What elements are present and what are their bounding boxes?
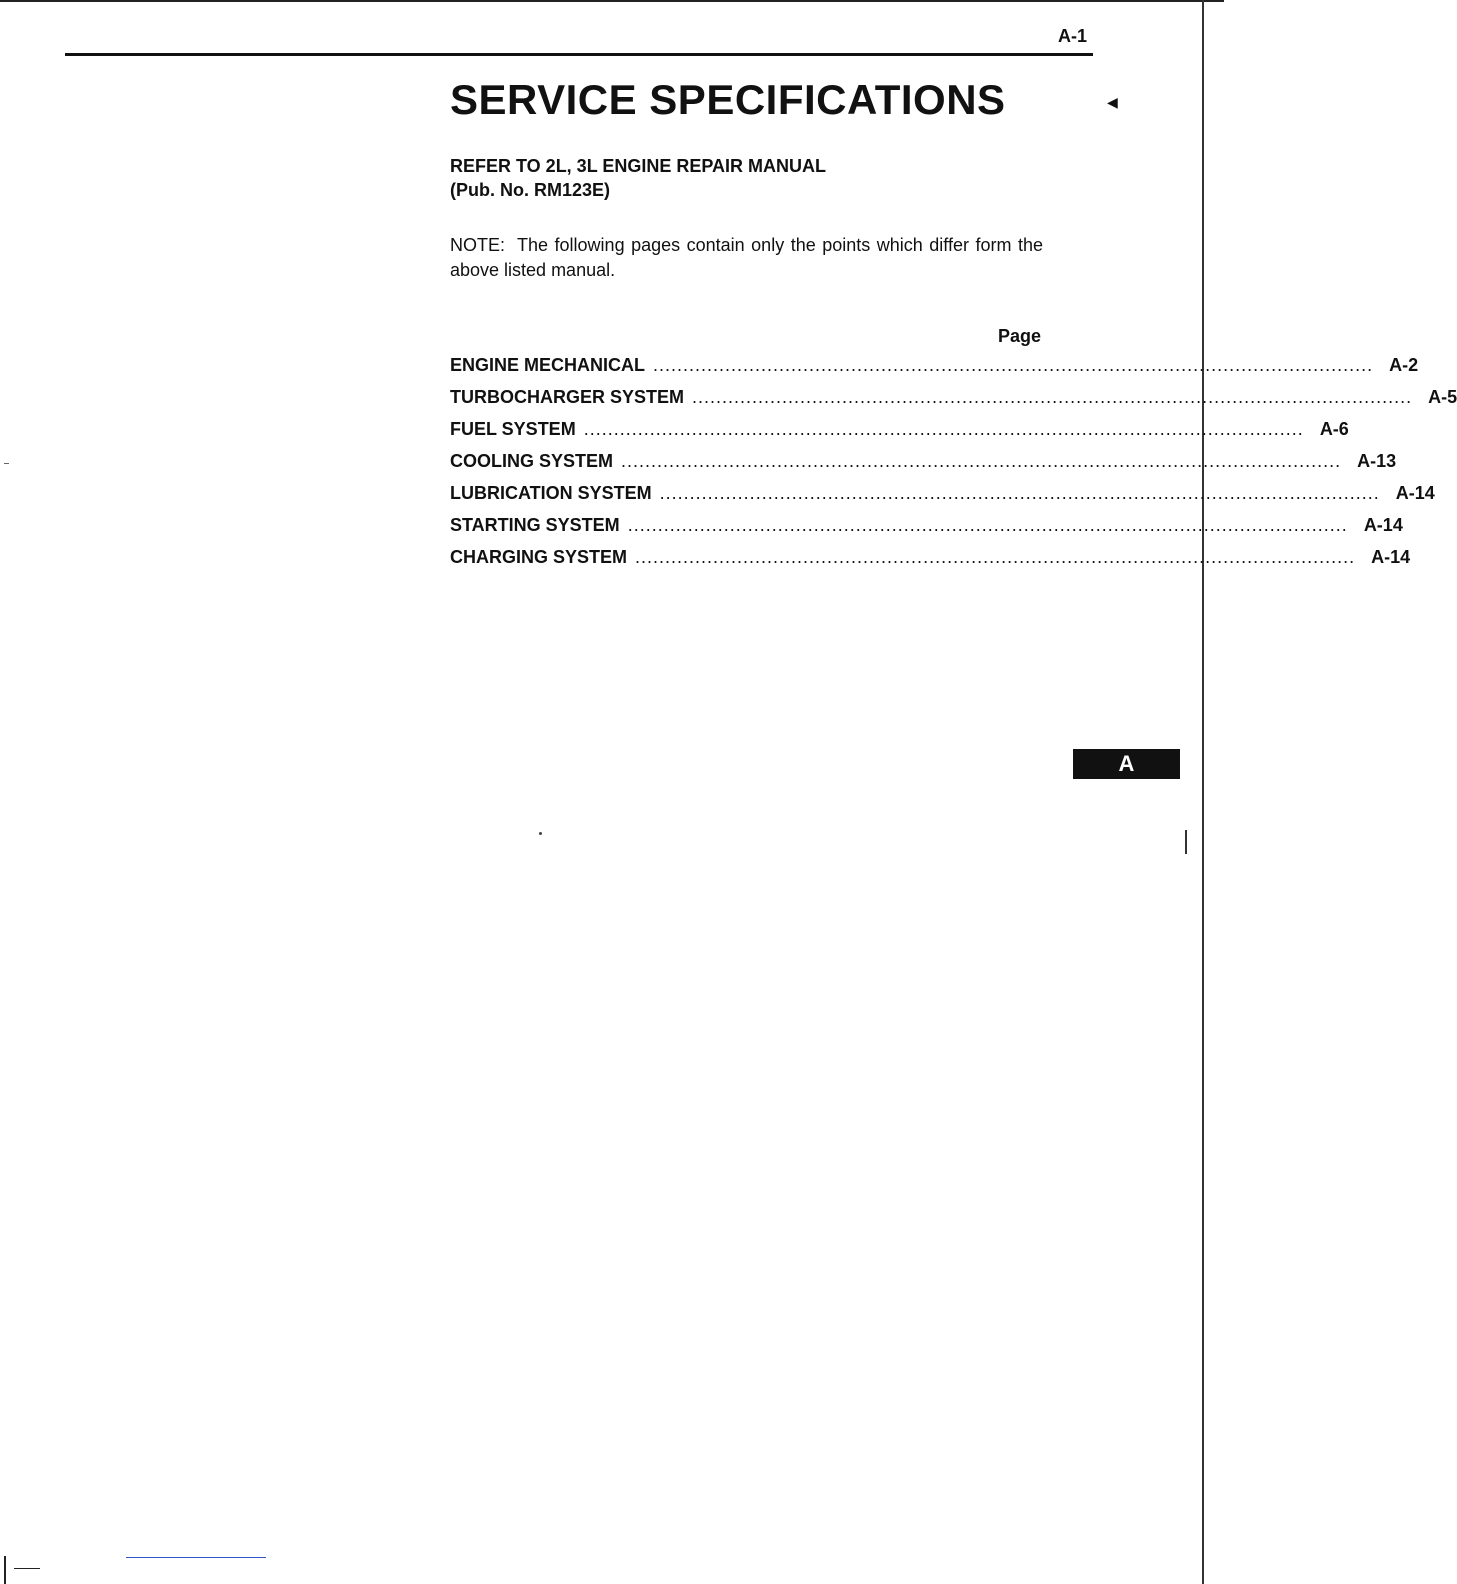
toc-entry-turbocharger-system[interactable]: [450, 387, 1457, 419]
toc-entry-charging-system[interactable]: [450, 547, 1411, 579]
table-of-contents: [450, 355, 1457, 579]
header-rule: [65, 53, 1093, 56]
toc-leader-dots: ........................................................................................................................: [653, 355, 1374, 375]
toc-entry-fuel-system[interactable]: [450, 419, 1349, 451]
page-border-top: [0, 0, 1224, 2]
toc-entry-title: TURBOCHARGER SYSTEM: [450, 387, 685, 407]
page-border-right: [1202, 0, 1204, 1584]
page-column-heading: Page: [998, 326, 1042, 346]
toc-leader-dots: ........................................................................................................................: [692, 387, 1413, 407]
section-tab: A: [1073, 749, 1180, 779]
toc-entry-cooling-system[interactable]: [450, 451, 1397, 483]
scan-edge-dash: [14, 1568, 40, 1569]
toc-entry-page: A-6: [1319, 419, 1349, 439]
toc-entry-title: ENGINE MECHANICAL: [450, 355, 646, 375]
page-number: A-1: [1058, 26, 1088, 46]
scan-edge-line: [126, 1557, 266, 1558]
toc-entry-page: A-13: [1357, 451, 1397, 471]
note-text: The following pages contain only the points which differ form the above listed manual.: [450, 235, 1043, 280]
reference-line: REFER TO 2L, 3L ENGINE REPAIR MANUAL: [450, 156, 827, 176]
toc-entry-engine-mechanical[interactable]: [450, 355, 1419, 387]
toc-leader-dots: ........................................................................................................................: [583, 419, 1304, 439]
scan-edge-mark: [4, 1556, 6, 1584]
toc-entry-starting-system[interactable]: [450, 515, 1403, 547]
page-title: SERVICE SPECIFICATIONS: [450, 76, 1006, 123]
toc-leader-dots: ........................................................................................................................: [659, 483, 1380, 503]
toc-entry-page: A-5: [1428, 387, 1457, 407]
toc-entry-title: STARTING SYSTEM: [450, 515, 620, 535]
toc-entry-page: A-14: [1363, 515, 1403, 535]
toc-leader-dots: ........................................................................................................................: [635, 547, 1356, 567]
toc-entry-lubrication-system[interactable]: [450, 483, 1435, 515]
toc-entry-title: LUBRICATION SYSTEM: [450, 483, 652, 503]
toc-entry-title: CHARGING SYSTEM: [450, 547, 628, 567]
note-paragraph: [450, 233, 1043, 283]
toc-entry-title: COOLING SYSTEM: [450, 451, 614, 471]
publication-number: (Pub. No. RM123E): [450, 180, 611, 200]
note-label: NOTE:: [450, 235, 506, 255]
toc-leader-dots: ........................................................................................................................: [627, 515, 1348, 535]
margin-tick: [4, 463, 9, 464]
toc-entry-page: A-14: [1371, 547, 1411, 567]
scan-speck: [539, 832, 542, 835]
toc-entry-title: FUEL SYSTEM: [450, 419, 576, 439]
toc-leader-dots: ........................................................................................................................: [621, 451, 1342, 471]
toc-entry-page: A-14: [1395, 483, 1435, 503]
toc-entry-page: A-2: [1389, 355, 1419, 375]
margin-mark: [1185, 830, 1187, 854]
arrow-mark-icon: ◀: [1107, 94, 1118, 110]
